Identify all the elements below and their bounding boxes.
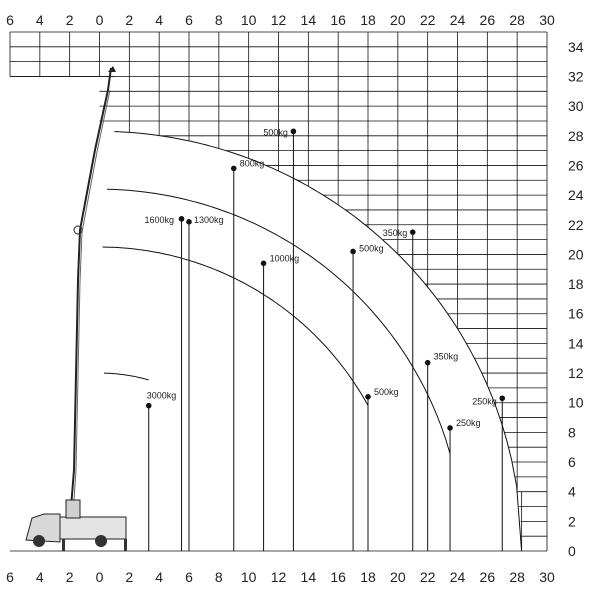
x-tick-top: 6 xyxy=(185,12,193,28)
x-tick-bottom: 28 xyxy=(509,569,525,585)
x-tick-bottom: 12 xyxy=(270,569,287,585)
x-tick-bottom: 2 xyxy=(125,569,134,585)
load-label: 500kg xyxy=(359,243,384,254)
y-tick: 18 xyxy=(568,276,584,293)
x-tick-top: 18 xyxy=(360,12,376,28)
outrigger-front xyxy=(62,539,65,551)
x-tick-top: 22 xyxy=(419,12,436,28)
load-point xyxy=(146,403,152,409)
x-tick-top: 20 xyxy=(390,12,406,28)
x-tick-bottom: 26 xyxy=(479,569,496,585)
load-label: 250kg xyxy=(472,396,497,407)
boom-hook xyxy=(108,66,116,72)
y-tick: 22 xyxy=(568,216,584,233)
y-tick: 32 xyxy=(568,68,584,85)
load-point xyxy=(499,395,505,401)
y-tick: 28 xyxy=(568,127,584,144)
load-point xyxy=(425,360,431,366)
load-point xyxy=(231,166,237,172)
load-label: 500kg xyxy=(374,386,399,397)
truck-wheel-front xyxy=(33,535,45,547)
load-point xyxy=(186,219,192,225)
y-tick: 26 xyxy=(568,157,584,174)
y-tick: 6 xyxy=(568,454,576,471)
truck-turret xyxy=(66,500,80,518)
x-tick-top: 6 xyxy=(6,12,14,28)
x-tick-top: 30 xyxy=(539,12,555,28)
x-tick-bottom: 8 xyxy=(214,569,223,585)
load-point xyxy=(179,216,185,222)
x-tick-bottom: 4 xyxy=(155,569,164,585)
x-tick-bottom: 22 xyxy=(419,569,436,585)
y-tick: 24 xyxy=(568,187,584,204)
x-tick-top: 28 xyxy=(509,12,525,28)
y-tick: 2 xyxy=(568,513,576,530)
y-tick: 10 xyxy=(568,394,584,411)
x-tick-top: 8 xyxy=(214,12,223,28)
x-tick-top: 4 xyxy=(35,12,44,28)
y-tick: 16 xyxy=(568,305,584,322)
x-tick-bottom: 30 xyxy=(539,569,555,585)
load-curve xyxy=(104,373,149,380)
load-point xyxy=(447,425,453,431)
y-tick: 12 xyxy=(568,365,584,382)
truck-icon xyxy=(26,500,127,551)
truck-bed xyxy=(60,517,126,539)
x-tick-top: 16 xyxy=(330,12,346,28)
grid xyxy=(10,32,547,551)
x-tick-bottom: 16 xyxy=(330,569,346,585)
x-tick-top: 12 xyxy=(270,12,287,28)
load-label: 350kg xyxy=(433,351,459,362)
x-tick-bottom: 20 xyxy=(390,569,406,585)
x-tick-top: 0 xyxy=(95,12,104,28)
boom-arm-inner xyxy=(73,90,110,515)
load-label: 250kg xyxy=(456,417,481,428)
y-tick: 30 xyxy=(568,98,584,115)
load-label: 1300kg xyxy=(194,214,224,225)
y-tick: 14 xyxy=(568,335,584,352)
load-label: 1600kg xyxy=(144,214,175,225)
load-point xyxy=(291,129,297,135)
x-tick-top: 2 xyxy=(125,12,134,28)
x-tick-bottom: 24 xyxy=(449,569,466,585)
y-tick: 20 xyxy=(568,246,584,263)
x-tick-bottom: 14 xyxy=(300,569,317,585)
load-label: 1000kg xyxy=(269,253,300,264)
load-label: 3000kg xyxy=(146,390,177,401)
y-tick: 4 xyxy=(568,483,576,500)
load-point xyxy=(350,249,356,255)
load-labels xyxy=(145,127,497,428)
y-tick: 34 xyxy=(568,38,584,55)
x-tick-bottom: 10 xyxy=(240,569,257,585)
load-curve xyxy=(103,247,369,406)
load-curves xyxy=(103,132,522,551)
axis-labels xyxy=(6,12,584,585)
x-tick-top: 4 xyxy=(155,12,164,28)
x-tick-top: 26 xyxy=(479,12,496,28)
load-point xyxy=(410,229,416,235)
truck-wheel-rear xyxy=(95,535,107,547)
crane-boom xyxy=(70,66,116,520)
x-tick-top: 14 xyxy=(300,12,317,28)
x-tick-bottom: 4 xyxy=(35,569,44,585)
load-label: 500kg xyxy=(263,127,288,138)
drop-lines xyxy=(146,131,503,551)
x-tick-top: 2 xyxy=(65,12,74,28)
x-tick-bottom: 18 xyxy=(360,569,376,585)
y-tick: 8 xyxy=(568,424,576,441)
x-tick-bottom: 6 xyxy=(185,569,193,585)
x-tick-bottom: 6 xyxy=(6,569,14,585)
x-tick-top: 24 xyxy=(449,12,466,28)
load-points xyxy=(146,129,505,431)
y-tick: 0 xyxy=(568,543,576,559)
x-tick-bottom: 0 xyxy=(95,569,104,585)
load-label: 800kg xyxy=(239,158,265,169)
x-tick-bottom: 2 xyxy=(65,569,74,585)
x-tick-top: 10 xyxy=(240,12,257,28)
load-point xyxy=(365,394,371,400)
load-point xyxy=(261,261,267,267)
load-curve xyxy=(114,132,521,551)
load-label: 350kg xyxy=(382,228,408,239)
outrigger-rear xyxy=(124,539,127,551)
